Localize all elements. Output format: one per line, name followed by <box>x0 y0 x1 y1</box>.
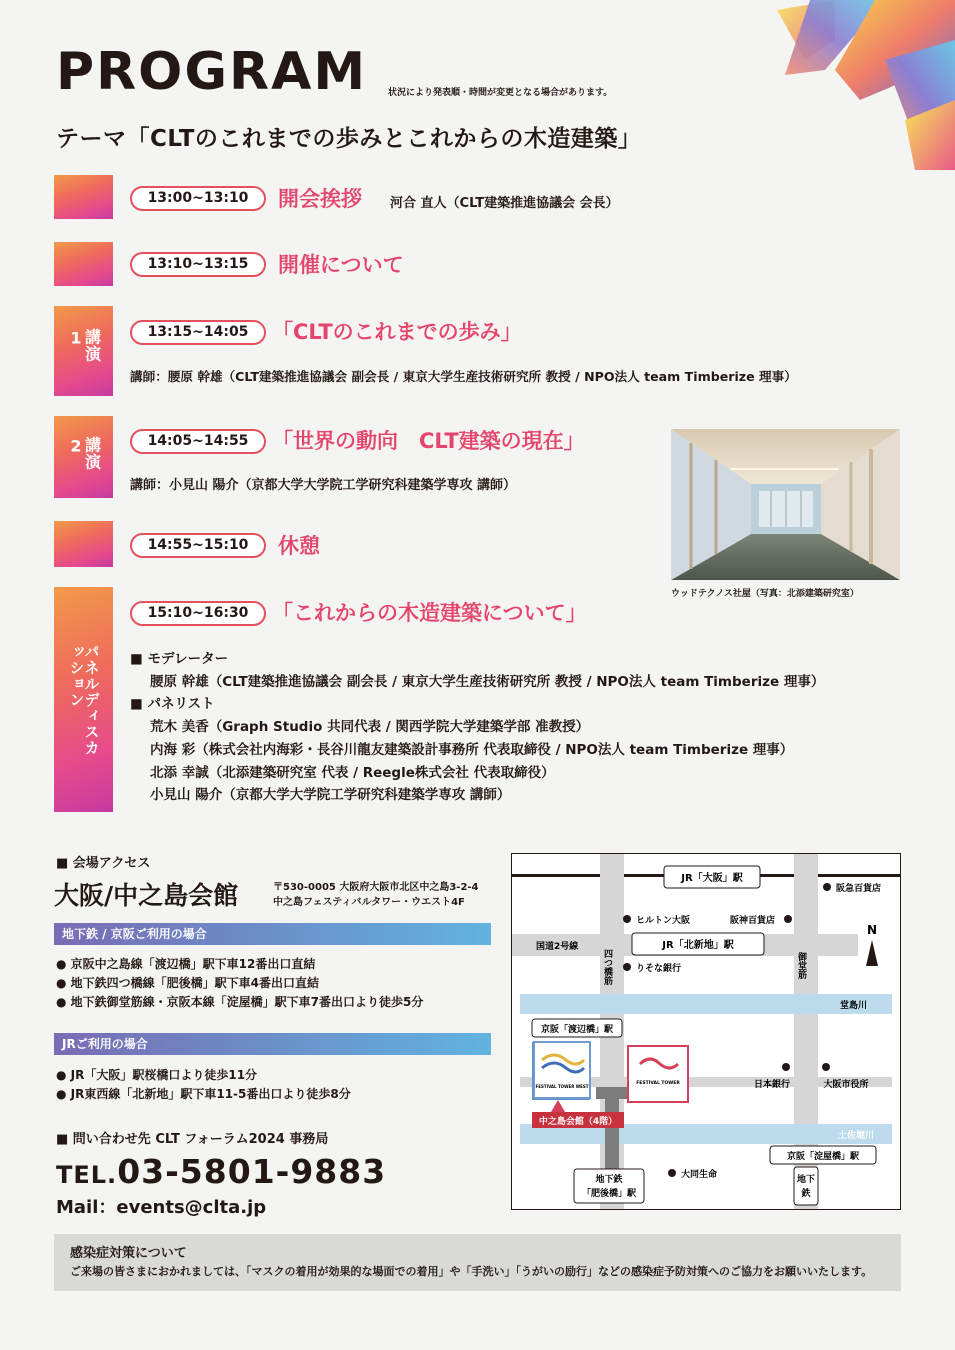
map-boj: 日本銀行 <box>753 1080 791 1090</box>
panelist-item: 北添 幸誠（北添建築研究室 代表 / Reegle株式会社 代表取締役） <box>150 764 555 781</box>
route-item: ● JR東西線「北新地」駅下車11-5番出口より徒歩8分 <box>56 1087 351 1101</box>
map-daido: 大同生命 <box>681 1170 718 1180</box>
session-title: 「これからの木造建築について」 <box>272 601 587 625</box>
session-marker <box>54 521 113 567</box>
lecturer-line: 講師：腰原 幹雄（CLT建築推進協議会 副会長 / 東京大学生産技術研究所 教授 / NPO法人 team Timberize 理事） <box>130 369 797 384</box>
session-title: 「世界の動向 CLT建築の現在」 <box>272 429 585 453</box>
map-subway: 鉄 <box>801 1189 811 1199</box>
map-higobashi: 「肥後橋」駅 <box>581 1189 637 1199</box>
session-title: 開催について <box>278 253 404 277</box>
north-arrow-icon <box>866 940 878 966</box>
session-title: 「CLTのこれまでの歩み」 <box>272 320 522 344</box>
map-higobashi: 地下鉄 <box>595 1175 623 1185</box>
map-yotsubashi: 四つ橋筋 <box>602 949 612 985</box>
panelist-item: 荒木 美香（Graph Studio 共同代表 / 関西学院大学建築学部 准教授） <box>150 719 590 736</box>
corner-decoration <box>765 0 955 170</box>
time-pill: 13:15~14:05 <box>130 320 266 345</box>
notice-title: 感染症対策について <box>70 1246 187 1261</box>
lecture2-marker <box>54 416 113 498</box>
map-jr-osaka: JR「大阪」駅 <box>681 873 743 884</box>
tel-prefix: TEL. <box>56 1161 118 1189</box>
time-pill: 13:00~13:10 <box>130 186 266 211</box>
route-item: ● 地下鉄御堂筋線・京阪本線「淀屋橋」駅下車7番出口より徒歩5分 <box>56 995 424 1009</box>
address-line: 〒530-0005 大阪府大阪市北区中之島3-2-4 <box>273 882 479 893</box>
panelist-item: 小見山 陽介（京都大学大学院工学研究科建築学専攻 講師） <box>150 787 511 804</box>
session-marker <box>54 175 113 219</box>
lecture1-marker <box>54 306 113 396</box>
map-yodoyabashi: 京阪「淀屋橋」駅 <box>786 1152 860 1162</box>
map-hanshin: 阪神百貨店 <box>730 916 776 926</box>
subway-heading: 地下鉄 / 京阪ご利用の場合 <box>54 923 491 945</box>
map-tosaborigawa: 土佐堀川 <box>838 1131 875 1141</box>
panelist-heading: ■ パネリスト <box>130 696 215 713</box>
map-tower: FESTIVAL TOWER <box>636 1081 680 1086</box>
map-route2: 国道2号線 <box>536 942 579 952</box>
session-title: 開会挨拶 <box>278 187 362 211</box>
map-hilton: ヒルトン大阪 <box>636 916 691 926</box>
jr-heading: JRご利用の場合 <box>54 1033 491 1055</box>
map-venue-label: 中之島会館（4階） <box>538 1117 618 1127</box>
time-pill: 15:10~16:30 <box>130 601 266 626</box>
schedule-change-note: 状況により発表順・時間が変更となる場合があります。 <box>388 88 613 98</box>
page-title: PROGRAM <box>56 42 368 102</box>
notice-text: ご来場の皆さまにおかれましては、「マスクの着用が効果的な場面での着用」や「手洗い」「うがいの励行」などの感染症予防対策へのご協力をお願いいたします。 <box>70 1265 873 1278</box>
email-address[interactable]: Mail：events@clta.jp <box>56 1197 267 1218</box>
session-title: 休憩 <box>278 534 320 558</box>
route-item: ● 地下鉄四つ橋線「肥後橋」駅下車4番出口直結 <box>56 976 319 990</box>
map-hankyu: 阪急百貨店 <box>836 884 882 894</box>
building-photo <box>671 429 900 580</box>
tel-number: 03-5801-9883 <box>117 1152 387 1191</box>
time-pill: 14:05~14:55 <box>130 429 266 454</box>
infection-notice <box>54 1234 901 1291</box>
subway-routes <box>56 955 423 1012</box>
time-pill: 14:55~15:10 <box>130 533 266 558</box>
route-item: ● 京阪中之島線「渡辺橋」駅下車12番出口直結 <box>56 957 316 971</box>
map-tower-west: FESTIVAL TOWER WEST <box>535 1084 589 1089</box>
access-heading: ■ 会場アクセス <box>56 856 151 871</box>
map-jr-kitashinchi: JR「北新地」駅 <box>662 940 734 951</box>
map-city-hall: 大阪市役所 <box>823 1080 869 1090</box>
session-detail: 河合 直人（CLT建築推進協議会 会長） <box>390 196 619 211</box>
venue-address <box>273 880 479 910</box>
lecturer-line: 講師：小見山 陽介（京都大学大学院工学研究科建築学専攻 講師） <box>130 478 517 493</box>
route-item: ● JR「大阪」駅桜橋口より徒歩11分 <box>56 1068 258 1082</box>
lecture2-label: 講演2 <box>66 436 102 471</box>
panel-label: パネルディスカッション <box>67 643 101 756</box>
address-line: 中之島フェスティバルタワー・ウエスト4F <box>273 897 465 908</box>
panelist-item: 内海 彩（株式会社内海彩・長谷川龍友建築設計事務所 代表取締役 / NPO法人 team Timberize 理事） <box>150 741 794 758</box>
map-watanabebashi: 京阪「渡辺橋」駅 <box>540 1025 614 1035</box>
panel-members <box>130 648 824 807</box>
session-marker <box>54 242 113 286</box>
map-resona: りそな銀行 <box>636 964 682 974</box>
theme-heading: テーマ「CLTのこれまでの歩みとこれからの木造建築」 <box>56 126 642 152</box>
photo-caption: ウッドテクノス社屋（写真：北添建築研究室） <box>671 589 859 599</box>
contact-heading: ■ 問い合わせ先 CLT フォーラム2024 事務局 <box>56 1132 329 1147</box>
north-indicator: N <box>866 923 878 937</box>
panel-marker <box>54 587 113 812</box>
lecture1-label: 講演1 <box>66 328 102 363</box>
jr-routes <box>56 1066 351 1104</box>
venue-name: 大阪/中之島会館 <box>54 881 239 910</box>
map-subway: 地下 <box>796 1175 816 1185</box>
moderator-heading: ■ モデレーター <box>130 651 229 667</box>
map-dojimagawa: 堂島川 <box>840 1001 868 1011</box>
access-map <box>511 853 901 1210</box>
map-midosuji: 御堂筋 <box>796 952 806 979</box>
moderator-name: 腰原 幹雄（CLT建築推進協議会 副会長 / 東京大学生産技術研究所 教授 / NPO法人 team Timberize 理事） <box>150 673 825 690</box>
time-pill: 13:10~13:15 <box>130 252 266 277</box>
phone-number[interactable] <box>56 1152 386 1191</box>
